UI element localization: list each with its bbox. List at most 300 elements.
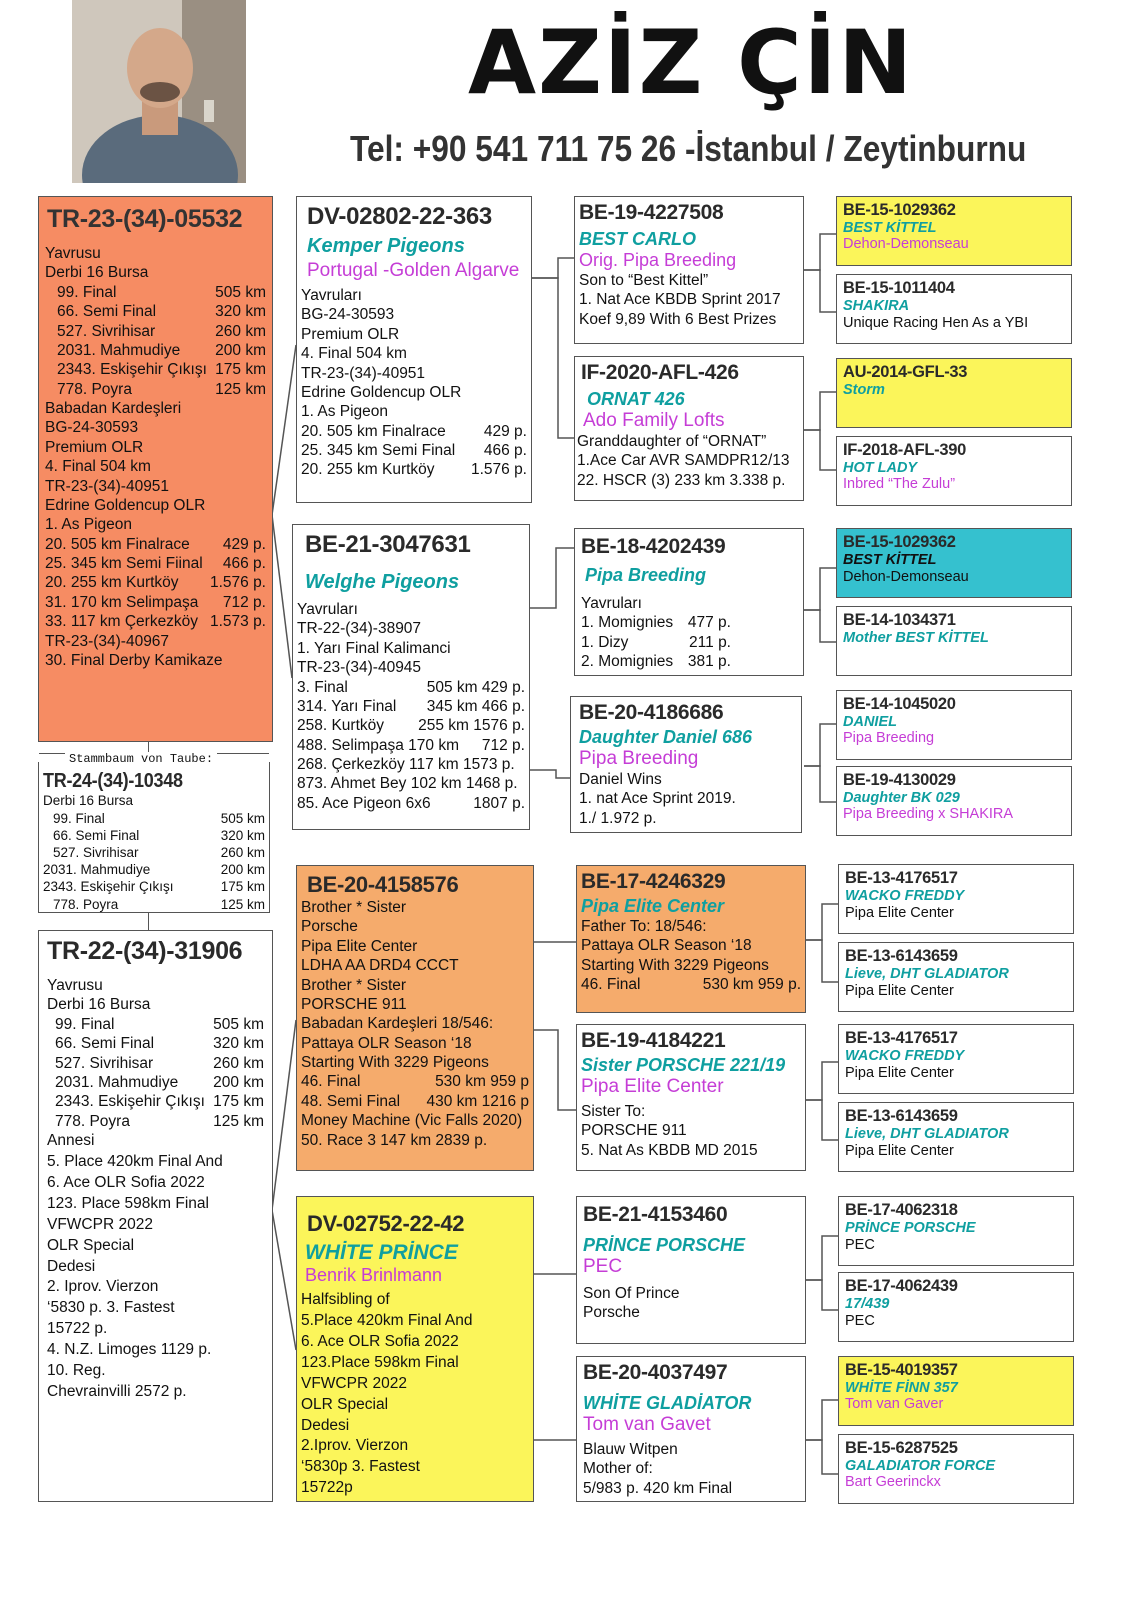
great-grandparent-card <box>838 1356 1074 1426</box>
text-line: Yavruları <box>301 287 362 304</box>
contact-line: Tel: +90 541 711 75 26 -İstanbul / Zeytinburnu <box>350 128 1027 169</box>
text-line: Starting With 3229 Pigeons <box>581 956 769 974</box>
text-line: Sister To: <box>581 1103 646 1120</box>
pigeon-name: Lieve, DHT GLADIATOR <box>845 966 1009 982</box>
breeder: Pipa Breeding <box>579 748 699 769</box>
result-value: 429 p. <box>483 422 527 440</box>
result-label: 31. 170 km Selimpaşa <box>45 593 199 611</box>
result-value: 530 km 959 p. <box>702 976 801 994</box>
ring-number: BE-17-4062318 <box>845 1201 958 1219</box>
ring-number: BE-13-6143659 <box>845 947 958 965</box>
result-row <box>43 878 265 895</box>
result-label: 778. Poyra <box>55 1112 130 1130</box>
text-line: 1. As Pigeon <box>45 516 133 534</box>
result-value: 320 km <box>220 828 265 844</box>
text-line: Granddaughter of “ORNAT” <box>577 433 767 450</box>
breeder: Orig. Pipa Breeding <box>579 250 737 270</box>
result-value: 466 p. <box>222 555 266 572</box>
result-value: 430 km 1216 p <box>426 1092 529 1110</box>
ring-number: DV-02802-22-363 <box>307 203 492 230</box>
result-row <box>297 716 525 735</box>
result-value: 260 km <box>213 1054 264 1072</box>
result-value: 320 km <box>215 303 266 321</box>
result-row <box>57 360 266 379</box>
ring-number: BE-19-4227508 <box>579 201 724 224</box>
result-row <box>43 896 265 913</box>
text-line: TR-22-(34)-38907 <box>297 620 422 638</box>
ring-number: IF-2018-AFL-390 <box>843 441 966 459</box>
text-line: 2. Iprov. Vierzon <box>47 1278 159 1296</box>
text-line: 1. Yarı Final Kalimanci <box>297 639 451 657</box>
great-grandparent-card <box>838 1196 1074 1266</box>
text-line: Dedesi <box>47 1257 96 1275</box>
text-line: 15722p <box>301 1479 353 1497</box>
card-be-20-4037497 <box>576 1356 806 1502</box>
result-row <box>581 633 731 652</box>
text-line: 6. Ace OLR Sofia 2022 <box>47 1173 205 1191</box>
result-label: 2343. Eskişehir Çıkışı <box>57 361 207 379</box>
ring-number: BE-19-4184221 <box>581 1029 726 1052</box>
pigeon-name: 17/439 <box>845 1296 890 1312</box>
result-value: 345 km 466 p. <box>426 697 525 715</box>
result-row <box>55 1112 264 1131</box>
result-label: 1. Dizy <box>581 633 629 651</box>
result-row <box>57 380 266 399</box>
pigeon-name: BEST CARLO <box>579 229 696 249</box>
result-label: 2031. Mahmudiye <box>43 862 151 878</box>
ring-number: BE-19-4130029 <box>843 771 956 789</box>
result-row <box>301 1072 529 1091</box>
result-value: 175 km <box>213 1093 264 1111</box>
breeder: Inbred “The Zulu” <box>843 476 956 492</box>
ring-number: DV-02752-22-42 <box>307 1211 465 1236</box>
text-line: 5/983 p. 420 km Final <box>583 1479 733 1497</box>
card-text: Pipa Elite Center <box>845 905 954 921</box>
pigeon-name: PRİNCE PORSCHE <box>845 1220 976 1236</box>
result-label: 25. 345 km Semi Fiinal <box>45 555 203 572</box>
result-row <box>43 810 265 827</box>
result-label: 25. 345 km Semi Final <box>301 442 456 459</box>
text-line: 1. nat Ace Sprint 2019. <box>579 790 736 808</box>
result-row <box>45 554 266 573</box>
result-label: 66. Semi Final <box>57 303 157 321</box>
text-line: ‘5830p 3. Fastest <box>301 1458 420 1476</box>
ring-number: BE-15-1029362 <box>843 201 956 219</box>
text-line: Yavrusu <box>47 977 103 994</box>
text-line: Derbi 16 Bursa <box>47 996 151 1014</box>
great-grandparent-card <box>836 196 1072 266</box>
stammbaum-label: Stammbaum von Taube: <box>65 752 217 766</box>
result-label: 3. Final <box>297 678 348 696</box>
text-line: Son Of Prince <box>583 1285 680 1302</box>
text-line: 22. HSCR (3) 233 km 3.338 p. <box>577 471 786 489</box>
result-value: 260 km <box>220 845 265 861</box>
pigeon-name: Storm <box>843 382 885 398</box>
result-row <box>301 441 527 460</box>
card-be-20-4186686 <box>570 696 802 833</box>
great-grandparent-card <box>836 358 1072 428</box>
result-row <box>45 535 266 554</box>
pigeon-name: WHİTE PRİNCE <box>305 1241 458 1264</box>
text-line: 4. Final 504 km <box>301 345 407 363</box>
pigeon-name: WACKO FREDDY <box>845 888 965 904</box>
text-line: Yavrusu <box>45 245 101 262</box>
great-grandparent-card <box>836 690 1072 760</box>
great-grandparent-card <box>836 766 1072 836</box>
ring-number: BE-13-6143659 <box>845 1107 958 1125</box>
text-line: 123. Place 598km Final <box>47 1194 209 1212</box>
pigeon-name: BEST KİTTEL <box>843 220 937 236</box>
pigeon-name: WHİTE FİNN 357 <box>845 1380 958 1396</box>
result-label: 99. Final <box>53 810 105 826</box>
text-line: Dedesi <box>301 1416 350 1434</box>
great-grandparent-card <box>836 274 1072 344</box>
text-line: PORSCHE 911 <box>301 995 407 1013</box>
result-row <box>57 322 266 341</box>
pigeon-name: Daughter BK 029 <box>843 790 960 806</box>
pigeon-name: Mother BEST KİTTEL <box>843 630 989 646</box>
result-row <box>581 652 731 671</box>
pigeon-name: Kemper Pigeons <box>307 235 465 257</box>
text-line: Annesi <box>47 1132 95 1149</box>
result-label: 20. 255 km Kurtköy <box>301 461 435 479</box>
result-label: 85. Ace Pigeon 6x6 <box>297 794 431 812</box>
subject-pigeon-card <box>38 196 273 742</box>
pigeon-name: DANIEL <box>843 714 897 730</box>
pigeon-name: SHAKIRA <box>843 298 910 314</box>
text-line: LDHA AA DRD4 CCCT <box>301 957 459 975</box>
card-text: Pipa Elite Center <box>845 1143 954 1159</box>
result-value: 1.573 p. <box>209 613 266 631</box>
text-line: Brother * Sister <box>301 899 407 916</box>
result-row <box>57 302 266 321</box>
pigeon-name: Pipa Elite Center <box>581 896 725 916</box>
text-line: 6. Ace OLR Sofia 2022 <box>301 1332 459 1350</box>
result-value: 125 km <box>215 380 266 398</box>
text-line: TR-23-(34)-40967 <box>45 632 170 650</box>
text-line: Brother * Sister <box>301 976 407 994</box>
result-label: 99. Final <box>57 283 117 301</box>
ring-number: BE-17-4246329 <box>581 870 726 893</box>
breeder: Benrik Brinlmann <box>305 1265 443 1285</box>
ring-number: BE-21-4153460 <box>583 1203 728 1226</box>
result-row <box>581 975 801 994</box>
result-label: 527. Sivrihisar <box>57 322 156 340</box>
text-line: Pattaya OLR Season ‘18 <box>301 1034 472 1052</box>
result-label: 2343. Eskişehir Çıkışı <box>43 879 174 895</box>
text-line: Chevrainvilli 2572 p. <box>47 1383 187 1401</box>
result-row <box>45 612 266 631</box>
text-line: Daniel Wins <box>579 771 662 788</box>
ring-number: BE-13-4176517 <box>845 1029 958 1047</box>
result-row <box>301 460 527 479</box>
text-line: Premium OLR <box>301 325 400 343</box>
result-row <box>297 736 525 755</box>
text-line: Father To: 18/546: <box>581 918 707 935</box>
result-row <box>57 283 266 302</box>
result-value: 125 km <box>213 1112 264 1130</box>
result-value: 200 km <box>220 862 265 878</box>
result-row <box>297 755 525 774</box>
stammbaum-card <box>38 752 270 913</box>
pigeon-name: ORNAT 426 <box>587 389 685 409</box>
pigeon-name: Welghe Pigeons <box>305 571 460 593</box>
great-grandparent-card <box>836 528 1072 598</box>
text-line: BG-24-30593 <box>301 306 395 324</box>
card-text: Pipa Elite Center <box>845 1065 954 1081</box>
result-row <box>43 844 265 861</box>
text-line: 1./ 1.972 p. <box>579 809 657 827</box>
ring-number: TR-23-(34)-05532 <box>47 205 243 233</box>
text-line: 1.Ace Car AVR SAMDPR12/13 <box>577 452 790 470</box>
result-value: 530 km 959 p <box>435 1073 529 1091</box>
result-label: 527. Sivrihisar <box>53 845 139 861</box>
result-label: 268. Çerkezköy 117 km 1573 p. <box>297 756 515 773</box>
text-line: Edrine Goldencup OLR <box>301 383 462 401</box>
text-line: Premium OLR <box>45 438 144 456</box>
card-be-18-4202439 <box>574 528 804 676</box>
text-line: 4. Final 504 km <box>45 458 151 476</box>
text-line: TR-23-(34)-40951 <box>45 477 170 495</box>
result-label: 33. 117 km Çerkezköy <box>45 613 199 631</box>
text-line: Derbi 16 Bursa <box>45 264 149 282</box>
text-line: Babadan Kardeşleri 18/546: <box>301 1015 494 1033</box>
ring-number: BE-15-1029362 <box>843 533 956 551</box>
result-value: 175 km <box>220 879 265 895</box>
result-label: 258. Kurtköy <box>297 717 385 735</box>
breeder: Pipa Breeding x SHAKIRA <box>843 806 1014 822</box>
result-value: 466 p. <box>483 442 527 459</box>
text-line: 30. Final Derby Kamikaze <box>45 651 223 669</box>
ring-number: BE-20-4037497 <box>583 1361 728 1384</box>
card-be-21-3047631 <box>292 524 530 830</box>
result-value: 255 km 1576 p. <box>418 717 525 735</box>
result-row <box>57 341 266 360</box>
result-value: 125 km <box>220 896 265 912</box>
pigeon-name: HOT LADY <box>843 460 918 476</box>
text-line: VFWCPR 2022 <box>47 1215 153 1233</box>
result-row <box>55 1015 264 1034</box>
text-line: 50. Race 3 147 km 2839 p. <box>301 1131 488 1149</box>
result-row <box>297 697 525 716</box>
ring-number: TR-22-(34)-31906 <box>47 937 243 965</box>
text-line: Starting With 3229 Pigeons <box>301 1054 489 1071</box>
great-grandparent-card <box>838 1024 1074 1094</box>
card-be-20-4158576 <box>296 865 534 1171</box>
result-label: 778. Poyra <box>57 380 132 398</box>
result-value: 505 km <box>213 1015 264 1033</box>
text-line: Porsche <box>583 1304 640 1322</box>
card-dv-02752-22-42 <box>296 1196 534 1502</box>
text-line: Yavruları <box>297 601 358 618</box>
pigeon-name: BEST KİTTEL <box>843 552 937 568</box>
result-label: 46. Final <box>581 976 641 994</box>
result-row <box>297 678 525 697</box>
breeder: Dehon-Demonseau <box>843 236 969 252</box>
card-be-21-4153460 <box>576 1196 806 1344</box>
text-line: VFWCPR 2022 <box>301 1374 407 1392</box>
text-line: 2.Iprov. Vierzon <box>301 1437 409 1455</box>
result-value: 477 p. <box>687 614 731 632</box>
result-row <box>581 613 731 632</box>
text-line: 5. Place 420km Final And <box>47 1152 223 1170</box>
dam-card <box>38 930 273 1502</box>
result-value: 1.576 p. <box>470 461 527 479</box>
great-grandparent-card <box>838 864 1074 934</box>
ring-number: BE-18-4202439 <box>581 535 726 558</box>
text-line: 123.Place 598km Final <box>301 1353 459 1371</box>
text-line: Babadan Kardeşleri <box>45 400 182 417</box>
result-label: 66. Semi Final <box>53 828 140 844</box>
result-label: 2031. Mahmudiye <box>57 341 181 359</box>
result-row <box>43 827 265 844</box>
result-label: 873. Ahmet Bey 102 km 1468 p. <box>297 775 518 793</box>
text-line: TR-23-(34)-40951 <box>301 364 426 382</box>
result-value: 505 km <box>215 283 266 301</box>
great-grandparent-card <box>838 942 1074 1012</box>
ring-number: AU-2014-GFL-33 <box>843 363 968 381</box>
text-line: Pattaya OLR Season ‘18 <box>581 937 752 955</box>
breeder: Tom van Gavet <box>583 1414 711 1435</box>
result-value: 1807 p. <box>473 794 525 812</box>
result-row <box>55 1073 264 1092</box>
pigeon-name: WACKO FREDDY <box>845 1048 965 1064</box>
result-value: 712 p. <box>481 736 525 754</box>
text-line: 4. N.Z. Limoges 1129 p. <box>47 1341 212 1359</box>
pigeon-name: Sister PORSCHE 221/19 <box>581 1055 786 1075</box>
text-line: BG-24-30593 <box>45 419 139 437</box>
result-value: 200 km <box>213 1073 264 1091</box>
breeder: Pipa Elite Center <box>581 1076 724 1097</box>
ring-number: BE-13-4176517 <box>845 869 958 887</box>
result-value: 429 p. <box>222 535 266 553</box>
ring-number: BE-17-4062439 <box>845 1277 958 1295</box>
ring-number: BE-14-1045020 <box>843 695 956 713</box>
result-label: 99. Final <box>55 1015 115 1033</box>
breeder: Ado Family Lofts <box>583 410 725 431</box>
card-text: Unique Racing Hen As a YBI <box>843 315 1029 331</box>
card-be-19-4227508 <box>574 196 804 344</box>
text-line: 1. As Pigeon <box>301 403 389 421</box>
text-line: Blauw Witpen <box>583 1441 678 1458</box>
result-value: 200 km <box>215 341 266 359</box>
ring-number: TR-24-(34)-10348 <box>43 770 183 792</box>
pigeon-name: Lieve, DHT GLADIATOR <box>845 1126 1009 1142</box>
result-value: 381 p. <box>687 653 731 671</box>
breeder: Bart Geerinckx <box>845 1474 941 1490</box>
text-line: 15722 p. <box>47 1320 108 1338</box>
text-line: Money Machine (Vic Falls 2020) <box>301 1112 523 1130</box>
text-line: Yavruları <box>581 595 642 612</box>
pigeon-name: Daughter Daniel 686 <box>579 727 753 747</box>
text-line: TR-23-(34)-40945 <box>297 659 422 677</box>
result-label: 46. Final <box>301 1073 361 1091</box>
result-row <box>43 861 265 878</box>
text-line: OLR Special <box>47 1236 135 1254</box>
great-grandparent-card <box>838 1272 1074 1342</box>
result-row <box>301 1092 529 1111</box>
result-label: 488. Selimpaşa 170 km <box>297 736 459 754</box>
text-line: ‘5830 p. 3. Fastest <box>47 1299 175 1317</box>
card-text: Dehon-Demonseau <box>843 569 969 585</box>
text-line: PORSCHE 911 <box>581 1122 687 1140</box>
stamm-line: Derbi 16 Bursa <box>43 793 134 808</box>
result-value: 211 p. <box>689 633 731 651</box>
result-row <box>301 422 527 441</box>
result-label: 778. Poyra <box>53 896 119 912</box>
breeder: Tom van Gaver <box>845 1396 944 1412</box>
great-grandparent-card <box>836 436 1072 506</box>
card-if-2020-afl-426 <box>574 356 804 501</box>
result-label: 2031. Mahmudiye <box>55 1073 179 1091</box>
sire-card <box>296 196 532 503</box>
card-be-17-4246329 <box>576 865 806 1013</box>
card-be-19-4184221 <box>576 1024 806 1171</box>
text-line: Halfsibling of <box>301 1291 390 1308</box>
ring-number: BE-20-4186686 <box>579 701 724 724</box>
card-text: Pipa Elite Center <box>845 983 954 999</box>
ring-number: BE-15-1011404 <box>843 279 955 297</box>
result-value: 1.576 p. <box>209 574 266 592</box>
result-label: 20. 505 km Finalrace <box>301 422 446 440</box>
result-row <box>297 774 525 793</box>
result-row <box>55 1092 264 1111</box>
breeder: Portugal -Golden Algarve <box>307 260 520 281</box>
breeder: PEC <box>583 1256 623 1277</box>
text-line: 5.Place 420km Final And <box>301 1311 473 1329</box>
text-line: Edrine Goldencup OLR <box>45 496 206 514</box>
text-line: 5. Nat As KBDB MD 2015 <box>581 1141 758 1159</box>
ring-number: BE-14-1034371 <box>843 611 956 629</box>
result-value: 505 km 429 p. <box>426 678 525 696</box>
pigeon-name: PRİNCE PORSCHE <box>583 1235 746 1255</box>
ring-number: BE-15-4019357 <box>845 1361 958 1379</box>
result-label: 1. Momignies <box>581 614 674 632</box>
result-row <box>55 1034 264 1053</box>
card-text: PEC <box>845 1237 875 1253</box>
result-label: 2343. Eskişehir Çıkışı <box>55 1093 205 1111</box>
result-value: 260 km <box>215 322 266 340</box>
ring-number: IF-2020-AFL-426 <box>581 361 739 384</box>
result-value: 712 p. <box>222 593 266 611</box>
text-line: Son to “Best Kittel” <box>579 272 709 289</box>
pigeon-name: Pipa Breeding <box>585 565 707 585</box>
owner-name: AZİZ ÇİN <box>468 11 915 114</box>
result-label: 48. Semi Final <box>301 1092 401 1110</box>
text-line: 1. Nat Ace KBDB Sprint 2017 <box>579 291 781 309</box>
text-line: 10. Reg. <box>47 1362 106 1380</box>
card-text: PEC <box>845 1313 875 1329</box>
result-label: 20. 505 km Finalrace <box>45 535 190 553</box>
pigeon-name: WHİTE GLADİATOR <box>583 1393 752 1413</box>
text-line: Porsche <box>301 918 358 936</box>
result-row <box>55 1054 264 1073</box>
ring-number: BE-21-3047631 <box>305 531 471 558</box>
result-label: 314. Yarı Final <box>297 697 397 715</box>
result-label: 20. 255 km Kurtköy <box>45 574 179 592</box>
great-grandparent-card <box>838 1102 1074 1172</box>
great-grandparent-card <box>838 1434 1074 1504</box>
result-row <box>297 794 525 813</box>
result-value: 505 km <box>220 810 265 826</box>
ring-number: BE-20-4158576 <box>307 872 459 897</box>
great-grandparent-card <box>836 606 1072 676</box>
result-row <box>45 593 266 612</box>
result-value: 320 km <box>213 1035 264 1053</box>
breeder: Pipa Breeding <box>843 730 935 746</box>
text-line: Koef 9,89 With 6 Best Prizes <box>579 310 777 328</box>
text-line: Mother of: <box>583 1460 653 1478</box>
